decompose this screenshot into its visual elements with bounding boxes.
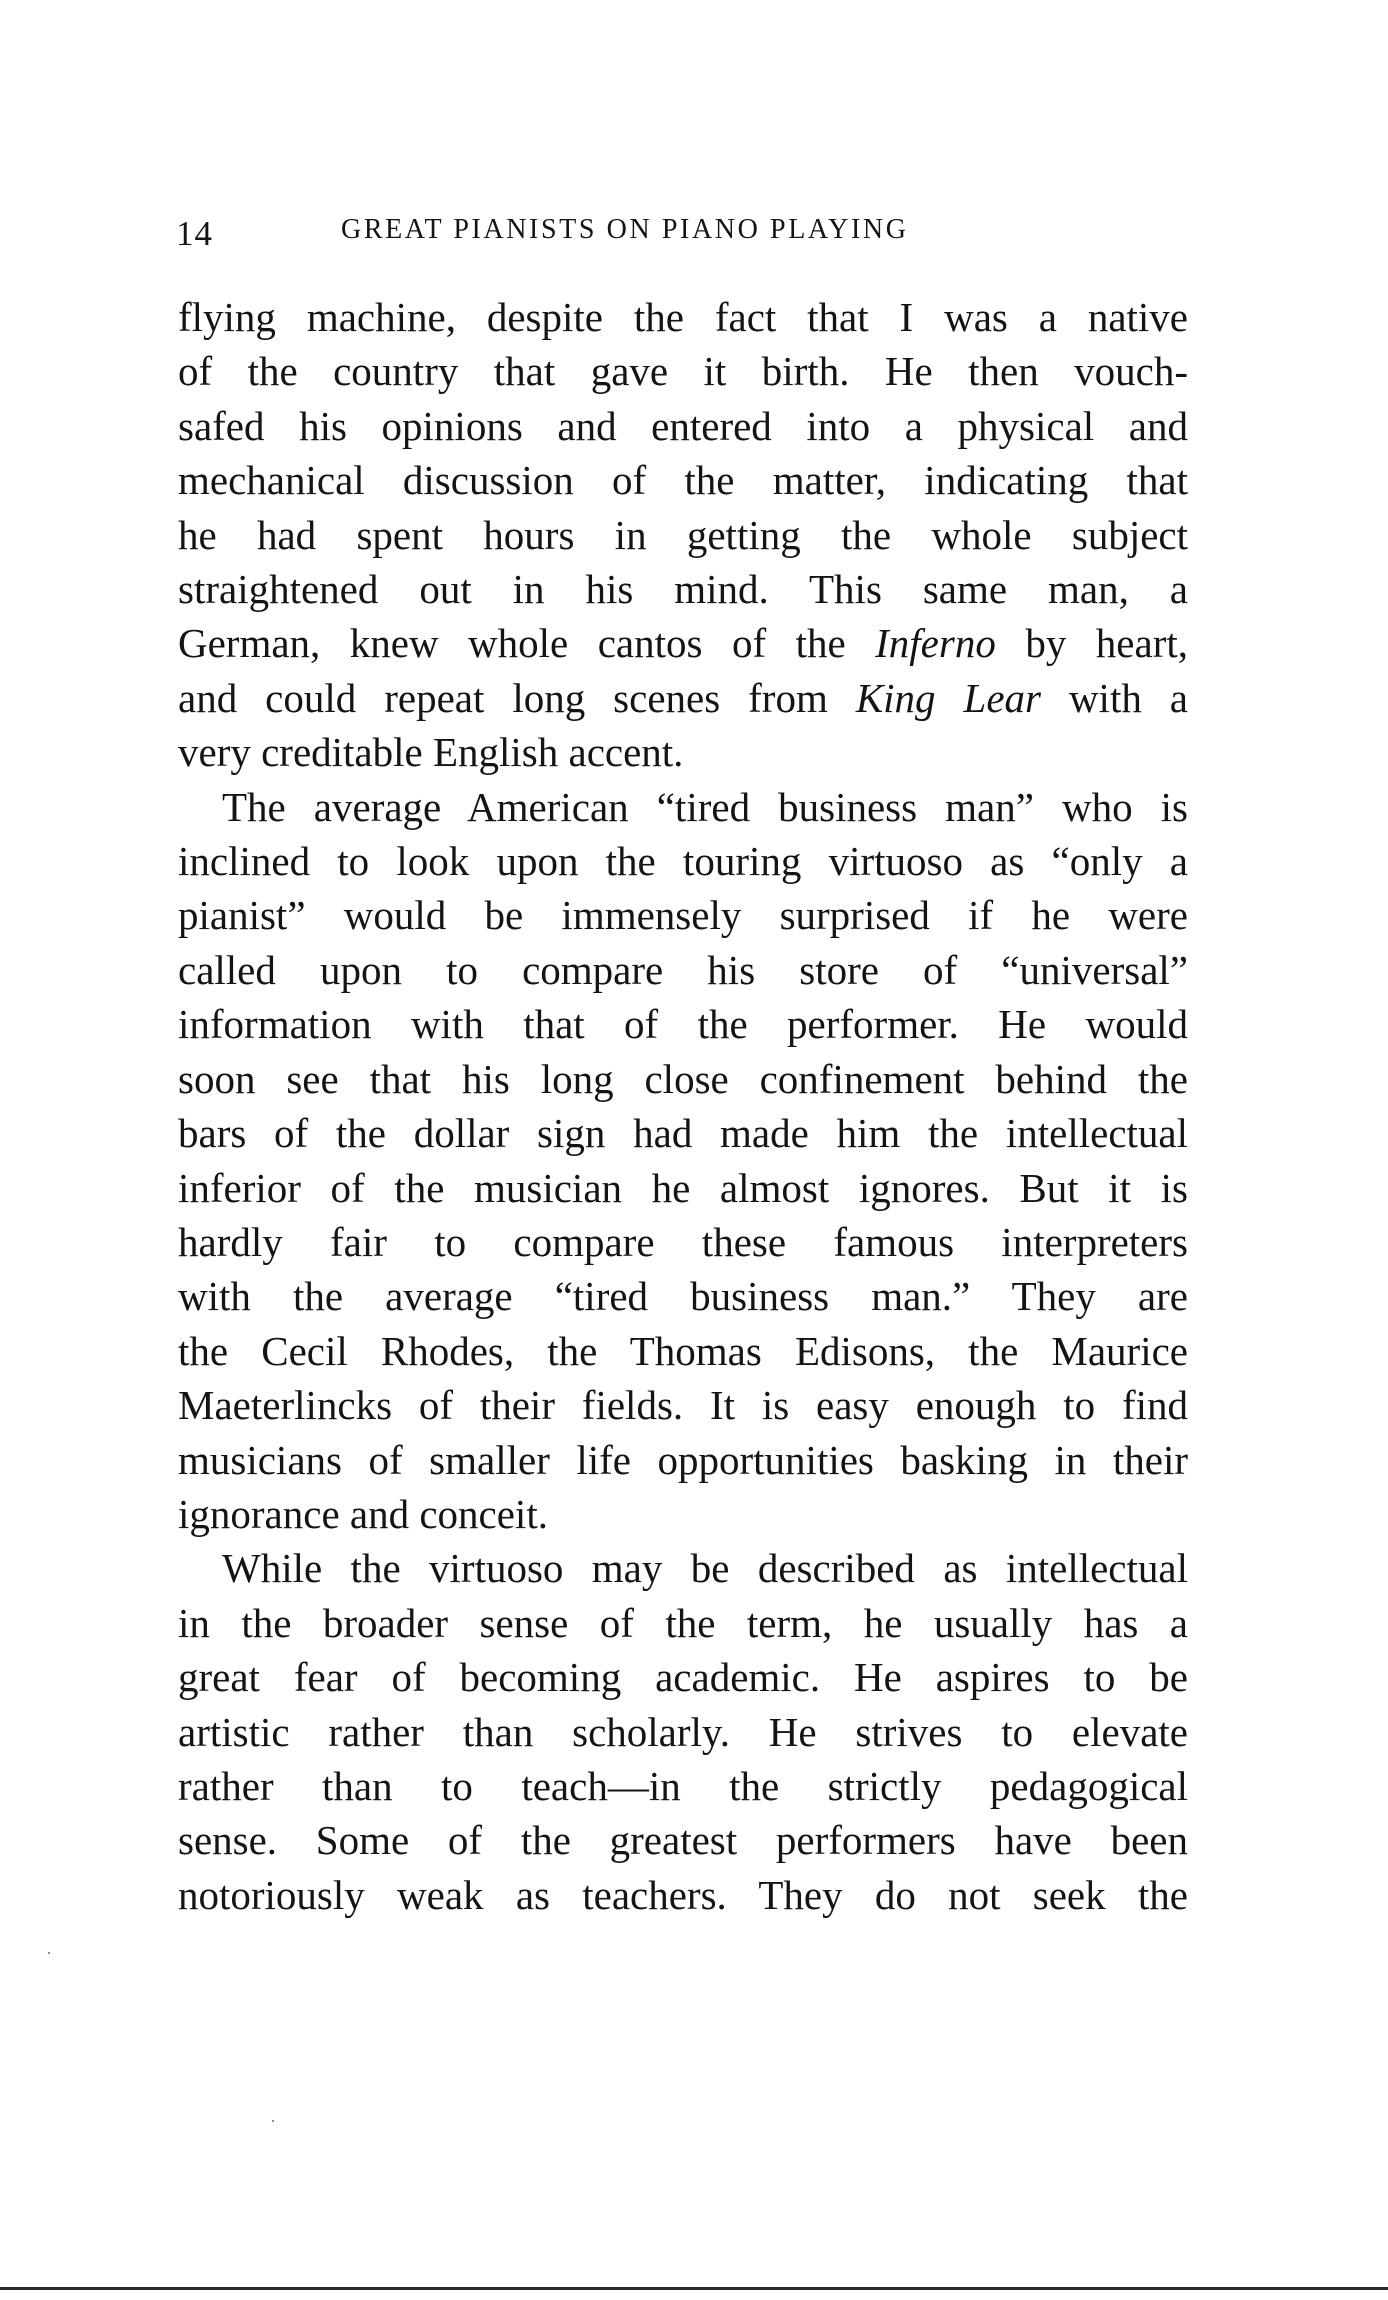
text-line: flying machine, despite the fact that I was a native [178,294,1188,340]
text-line: called upon to compare his store of “universal” [178,946,1188,993]
text-line: ignorance and conceit. [178,1490,548,1537]
text-line: musicians of smaller life opportunities basking in their [178,1436,1188,1483]
text-line: great fear of becoming academic. He aspires to be [178,1654,1188,1701]
text-line: information with that of the performer. He would [178,1001,1188,1048]
text-line: the Cecil Rhodes, the Thomas Edisons, the Maurice [178,1327,1188,1374]
text-fragment: with a [1040,674,1189,721]
scan-speck [272,2120,274,2122]
text-line: straightened out in his mind. This same man, a [178,566,1188,613]
paragraph-3 [178,1541,1188,1922]
paragraph-2 [178,780,1188,1542]
running-head [176,208,1186,260]
text-line: bars of the dollar sign had made him the intellectual [178,1110,1188,1157]
text-line: mechanical discussion of the matter, indicating that [178,457,1188,504]
text-line: While the virtuoso may be described as intellectual [222,1545,1188,1592]
paragraph-1 [178,290,1188,780]
text-line: with the average “tired business man.” They are [178,1273,1188,1320]
body-text [178,290,1188,1922]
text-line [178,671,1188,725]
scan-bottom-edge [0,2287,1388,2290]
italic-title-king-lear: King Lear [855,674,1041,721]
text-fragment: German, knew whole cantos of the [178,620,876,667]
text-line: artistic rather than scholarly. He strives to elevate [178,1708,1188,1755]
text-line: rather than to teach—in the strictly pedagogical [178,1762,1188,1809]
text-line: Maeterlincks of their fields. It is easy enough to find [178,1382,1188,1429]
text-line: of the country that gave it birth. He then vouch- [178,348,1188,395]
scan-speck [48,1952,50,1954]
text-line: very creditable English accent. [178,729,684,776]
text-line: hardly fair to compare these famous interpreters [178,1218,1188,1265]
text-line: The average American “tired business man” who is [222,783,1188,830]
text-line [178,616,1188,670]
text-fragment: and could repeat long scenes from [178,674,856,721]
italic-title-inferno: Inferno [875,620,996,667]
text-line: notoriously weak as teachers. They do not seek the [178,1871,1188,1918]
text-line: sense. Some of the greatest performers have been [178,1817,1188,1864]
text-line: he had spent hours in getting the whole subject [178,511,1188,558]
text-line: in the broader sense of the term, he usually has a [178,1599,1188,1646]
page-number: 14 [176,214,213,253]
text-line: inferior of the musician he almost ignores. But it is [178,1164,1188,1211]
text-line: safed his opinions and entered into a physical and [178,402,1188,449]
running-title: GREAT PIANISTS ON PIANO PLAYING [341,214,909,245]
text-line: pianist” would be immensely surprised if he were [178,892,1188,939]
text-fragment: by heart, [995,620,1188,667]
text-line: soon see that his long close confinement behind the [178,1055,1188,1102]
text-line: inclined to look upon the touring virtuoso as “only a [178,838,1188,885]
